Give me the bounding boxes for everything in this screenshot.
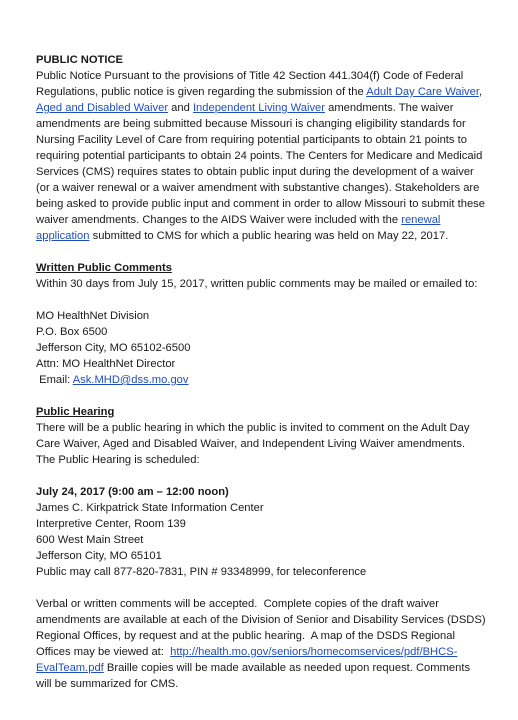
public-hearing-heading: Public Hearing — [36, 406, 115, 418]
written-comments-body: Within 30 days from July 15, 2017, written public comments may be mailed or emailed to: — [36, 278, 478, 290]
address-line-2: P.O. Box 6500 — [36, 326, 108, 338]
intro-text-1: Public Notice Pursuant to the provisions of Title 42 Section 441.304(f) Code of Federal Regulations, public notice is given regarding the submission of the — [36, 70, 464, 98]
hearing-location-line-2: Interpretive Center, Room 139 — [36, 518, 186, 530]
address-line-1: MO HealthNet Division — [36, 310, 150, 322]
intro-text-5: submitted to CMS for which a public hearing was held on May 22, 2017. — [89, 230, 449, 242]
teleconference-info: Public may call 877-820-7831, PIN # 93348999, for teleconference — [36, 566, 367, 578]
public-notice-document — [36, 52, 489, 692]
notice-title: PUBLIC NOTICE — [36, 54, 124, 66]
renewal-application-link[interactable]: renewal application — [36, 214, 441, 242]
intro-text-3: and — [168, 102, 193, 114]
closing-text-2: Braille copies will be made available as needed upon request. Comments will be summarized for CMS. — [36, 662, 471, 690]
intro-text-4: amendments. The waiver amendments are being submitted because Missouri is changing eligibility standards for Nursing Facility Level of Care from requiring potential participants to obtain 21 points to requiring potential participants to obtain 24 points. The Centers for Medicare and Medicaid Services (CMS) requires states to obtain public input during the development of a waiver (or a waiver renewal or a waiver amendment with substantive changes). Stakeholders are being asked to provide public input and comment in order to allow Missouri to submit these waiver amendments. Changes to the AIDS Waiver were included with the — [36, 102, 485, 226]
notice-intro-paragraph — [36, 68, 486, 244]
regional-offices-map-link[interactable]: http://health.mo.gov/seniors/homecomservices/pdf/BHCS-EvalTeam.pdf — [36, 646, 458, 674]
closing-text-1: Verbal or written comments will be accepted. Complete copies of the draft waiver amendments are available at each of the Division of Senior and Disability Services (DSDS) Regional Offices, by request and at the public hearing. A map of the DSDS Regional Offices may be viewed at: — [36, 598, 489, 658]
independent-living-waiver-link[interactable]: Independent Living Waiver — [192, 102, 325, 114]
hearing-location-line-1: James C. Kirkpatrick State Information Center — [36, 502, 264, 514]
email-link[interactable]: Ask.MHD@dss.mo.gov — [72, 374, 189, 386]
mailing-address — [36, 308, 486, 388]
public-hearing-body: There will be a public hearing in which the public is invited to comment on the Adult Day Care Waiver, Aged and Disabled Waiver, and Independent Living Waiver amendments. The Public Hearing is scheduled: — [36, 422, 470, 466]
email-label: Email: — [36, 374, 73, 386]
hearing-date: July 24, 2017 (9:00 am – 12:00 noon) — [36, 486, 229, 498]
hearing-location-line-3: 600 West Main Street — [36, 534, 144, 546]
intro-text-2: , — [478, 86, 483, 98]
address-line-3: Jefferson City, MO 65102-6500 — [36, 342, 191, 354]
hearing-location-line-4: Jefferson City, MO 65101 — [36, 550, 162, 562]
aged-and-disabled-waiver-link[interactable]: Aged and Disabled Waiver — [36, 102, 169, 114]
written-comments-heading: Written Public Comments — [36, 262, 172, 274]
adult-day-care-waiver-link[interactable]: Adult Day Care Waiver — [366, 86, 479, 98]
address-line-4: Attn: MO HealthNet Director — [36, 358, 176, 370]
email-line — [36, 372, 486, 388]
closing-paragraph — [36, 596, 489, 692]
hearing-details — [36, 484, 486, 580]
